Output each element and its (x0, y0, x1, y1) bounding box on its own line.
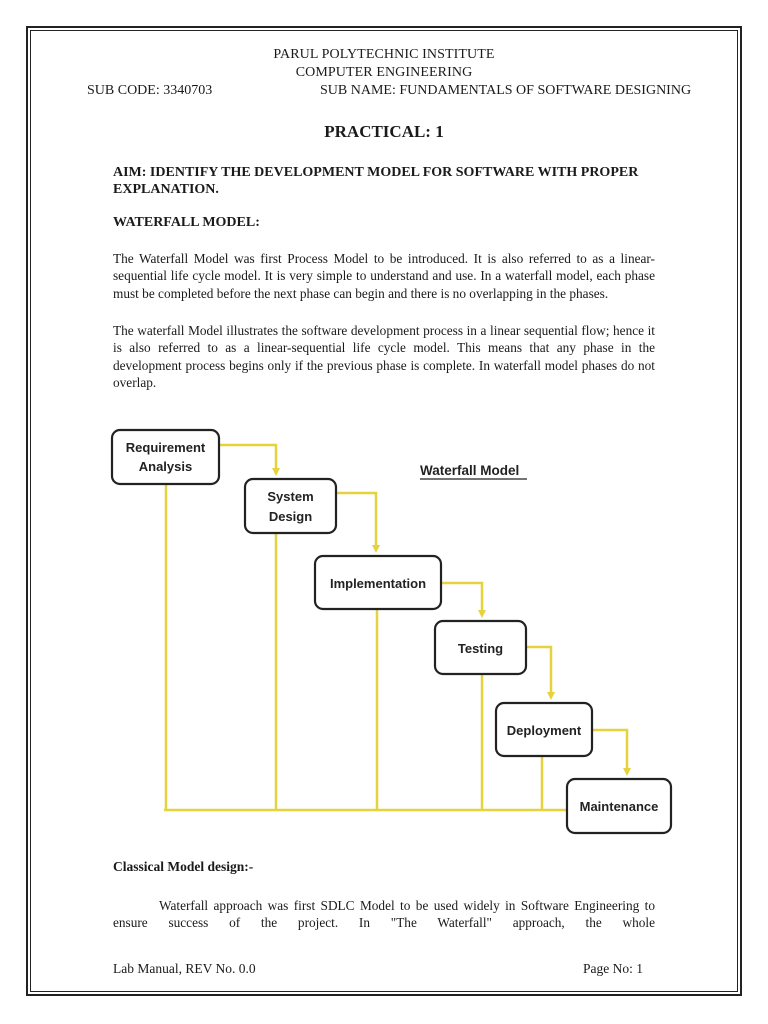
aim-statement: AIM: IDENTIFY THE DEVELOPMENT MODEL FOR SOFTWARE WITH PROPER EXPLANATION. (113, 165, 639, 197)
classical-heading: Classical Model design:- (113, 859, 254, 874)
paragraph-2: The waterfall Model illustrates the software development process in a linear sequential flow; hence it is also referred to as a linear-sequential life cycle model. This means that any phase in the development process begins only if the previous phase is complete. In waterfall model phases do not overlap. (113, 323, 655, 390)
subject-code: SUB CODE: 3340703 (87, 83, 213, 98)
phase-box-implementation (315, 556, 441, 609)
practical-title: PRACTICAL: 1 (324, 122, 444, 141)
maintenance-label: Maintenance (579, 799, 659, 814)
subject-name: SUB NAME: FUNDAMENTALS OF SOFTWARE DESIGNING (320, 83, 692, 98)
requirement-label-2: Analysis (138, 459, 193, 474)
arrow-requirement-to-design (219, 445, 276, 472)
arrow-testing-to-deployment (526, 647, 551, 696)
paragraph-1: The Waterfall Model was first Process Model to be introduced. It is also referred to as a linear-sequential life cycle model. It is very simple to understand and use. In a waterfall model, each phase must be completed before the next phase can begin and there is no overlapping in the phases. (113, 251, 655, 301)
footer-page-number: Page No: 1 (583, 961, 643, 976)
phase-box-testing (435, 621, 526, 674)
phase-box-maintenance (567, 779, 671, 833)
footer-revision: Lab Manual, REV No. 0.0 (113, 961, 256, 976)
arrow-deployment-to-maintenance (592, 730, 627, 772)
design-label-2: Design (268, 509, 313, 524)
diagram-title: Waterfall Model (420, 463, 520, 478)
phase-box-requirement (112, 430, 219, 484)
department-name: COMPUTER ENGINEERING (295, 65, 473, 80)
arrow-design-to-implementation (336, 493, 376, 549)
classical-paragraph: Waterfall approach was first SDLC Model to be used widely in Software Engineering to ensure success of the project. In "The Waterfall" approach, the whole (113, 898, 655, 931)
phase-box-deployment (496, 703, 592, 756)
arrow-implementation-to-testing (441, 583, 482, 614)
phase-box-design (245, 479, 336, 533)
design-label-1: System (267, 489, 314, 504)
waterfall-heading: WATERFALL MODEL: (113, 215, 260, 230)
requirement-label-1: Requirement (125, 440, 206, 455)
institute-name: PARUL POLYTECHNIC INSTITUTE (273, 47, 495, 62)
deployment-label: Deployment (506, 723, 582, 738)
testing-label: Testing (457, 641, 504, 656)
implementation-label: Implementation (329, 576, 427, 591)
